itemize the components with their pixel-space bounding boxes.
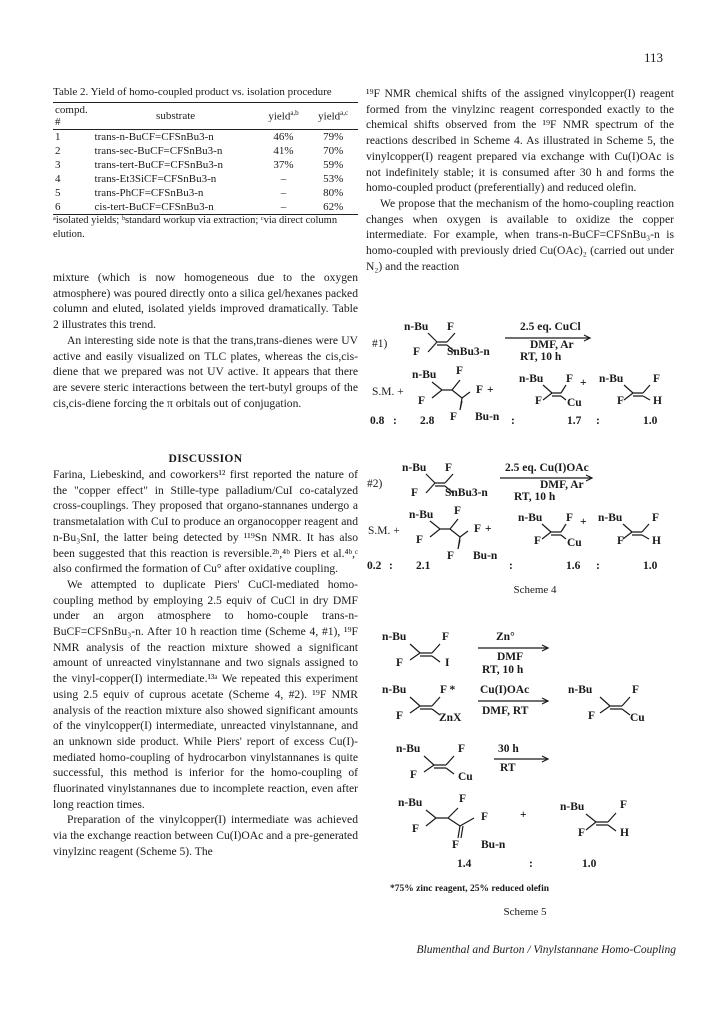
ratio-sep: :: [596, 560, 600, 572]
yield-cell: –: [280, 187, 287, 199]
ratio-value: 1.6: [566, 560, 581, 572]
substituent-label: Cu: [630, 712, 645, 724]
scheme4-reaction1: [370, 321, 662, 427]
diene-bonds: [432, 380, 470, 410]
substituent-label: n-Bu: [382, 631, 407, 643]
ratio-value: 1.4: [457, 858, 472, 870]
substituent-label: F *: [440, 684, 456, 696]
substituent-label: n-Bu: [412, 369, 437, 381]
substituent-label: F: [617, 395, 625, 407]
substituent-label: F: [410, 769, 418, 781]
substrate-cell: trans-n-BuCF=CFSnBu3-n: [94, 131, 214, 143]
table-footnote: ᵃisolated yields; ᵇstandard workup via extraction; ᶜvia direct column elution.: [53, 215, 338, 240]
header-substrate: substrate: [93, 103, 259, 130]
reagent-label: Zn°: [496, 631, 515, 643]
substituent-label: F: [535, 395, 543, 407]
substituent-label: F: [458, 743, 466, 755]
alkene-bond: [586, 813, 616, 831]
substituent-label: n-Bu: [560, 801, 585, 813]
starting-material-label: S.M. +: [372, 386, 404, 398]
compd-number: 3: [55, 159, 61, 171]
substituent-label: n-Bu: [382, 684, 407, 696]
substituent-label: Cu: [458, 771, 473, 783]
reagent-label: DMF, Ar: [540, 479, 584, 491]
substituent-label: F: [578, 827, 586, 839]
substituent-label: F: [653, 373, 661, 385]
paragraph: Farina, Liebeskind, and coworkers¹² first reported the nature of the "copper effect" in Stille-type palladium/CuI co-catalyzed cross-couplings. They proposed that organo-stannanes undergo a transmetalation with CuI to produce an organocopper reagent and n-Bu₃SnI, the latter being detected by ¹¹⁹Sn NMR. It has also been suggested that this reaction is reversible.²ᵇ,⁴ᵇ Piers et al.⁴ᵇ,ᶜ also confirmed the formation of Cu° after oxidative coupling.: [53, 468, 358, 576]
plus-sign: +: [580, 377, 587, 389]
scheme5-footnote: *75% zinc reagent, 25% reduced olefin: [390, 884, 550, 894]
substituent-label: n-Bu: [404, 321, 429, 333]
alkene-bond: [426, 474, 453, 493]
substituent-label: F: [413, 346, 421, 358]
reagent-label: DMF, Ar: [530, 339, 574, 351]
substituent-label: F: [396, 710, 404, 722]
substituent-label: F: [566, 373, 574, 385]
substituent-label: Cu: [567, 537, 582, 549]
paragraph: We attempted to duplicate Piers' CuCl-mediated homo-coupling method by employing 2.5 equiv of CuCl in dry DMF under an argon atmosphere to homo-couple trans-n-BuCF=CFSnBu₃-n. After 10 h reaction time (Scheme 4, #1), ¹⁹F NMR analysis of the reaction mixture showed a significant amount of unreacted vinylstannane and two signals assigned to the vinyl-copper(I) intermediate.¹³ᵃ We repeated this experiment using 2.5 equiv of cuprous acetate (Scheme 4, #2). ¹⁹F NMR analysis of the reaction mixture also showed significant amounts of the vinylcopper(I) intermediate, unreacted vinylstannane, and an unknown side product. While Piers' report of excess Cu(I)-mediated homo-coupling of hydrocarbon vinylstannanes is quite successful, this method is inferior for the homo-coupling of fluorinated vinylstannanes due to incomplete reaction, even after long reaction times.: [53, 577, 358, 811]
substituent-label: F: [445, 462, 453, 474]
reagent-label: 2.5 eq. CuCl: [520, 321, 581, 333]
substituent-label: Cu: [567, 397, 582, 409]
substituent-label: F: [476, 384, 484, 396]
yield-cell: 59%: [323, 159, 344, 171]
substituent-label: H: [653, 395, 662, 407]
substituent-label: F: [450, 411, 458, 423]
alkene-bond: [623, 524, 649, 539]
substituent-label: Bu-n: [481, 839, 506, 851]
reagent-label: DMF: [497, 651, 524, 663]
substituent-label: H: [652, 535, 661, 547]
ratio-value: 2.1: [416, 560, 431, 572]
table-caption: Table 2. Yield of homo-coupled product vs. isolation procedure: [53, 86, 332, 98]
ratio-value: 0.2: [367, 560, 382, 572]
paragraph: Preparation of the vinylcopper(I) intermediate was achieved via the exchange reaction between Cu(I)OAc and a pre-generated vinylzinc reagent (Scheme 5). The: [53, 813, 358, 858]
substituent-label: n-Bu: [518, 512, 543, 524]
yield-cell: 41%: [273, 145, 294, 157]
substituent-label: F: [418, 395, 426, 407]
header-yield-2: yield$^{a,c}$: [308, 103, 358, 130]
ratio-value: 2.8: [420, 415, 435, 427]
ratio-sep: :: [389, 560, 393, 572]
paragraph: An interesting side note is that the trans,trans-dienes were UV active and easily visualized on TLC plates, whereas the cis,cis-diene that we prepared was not UV active. It appears that there are severe steric interactions between the tert-butyl groups of the cis,cis-diene forcing the π orbitals out of conjugation.: [53, 333, 358, 410]
substituent-label: F: [652, 512, 660, 524]
substituent-label: n-Bu: [409, 509, 434, 521]
alkene-bond: [543, 385, 566, 400]
substituent-label: I: [445, 657, 450, 669]
reagent-label: DMF, RT: [482, 705, 529, 717]
substituent-label: F: [456, 365, 464, 377]
yield-cell: –: [280, 173, 287, 185]
alkene-bond: [600, 697, 630, 715]
discussion-heading: DISCUSSION: [168, 452, 243, 465]
reagent-label: RT, 10 h: [520, 351, 562, 363]
ratio-value: 1.0: [643, 560, 658, 572]
plus-sign: +: [580, 516, 587, 528]
reaction-tag: #2): [367, 478, 383, 490]
page-number: 113: [644, 50, 664, 65]
compd-number: 4: [55, 173, 61, 185]
substituent-label: Bu-n: [475, 411, 500, 423]
plus-sign: +: [520, 809, 527, 821]
ratio-value: 1.0: [582, 858, 597, 870]
reagent-label: RT, 10 h: [514, 491, 556, 503]
ratio-sep: :: [509, 560, 513, 572]
alkene-bond: [424, 756, 454, 774]
substituent-label: F: [481, 811, 489, 823]
substituent-label: F: [447, 321, 455, 333]
diene-bonds: [430, 519, 468, 549]
substituent-label: F: [416, 534, 424, 546]
yield-cell: –: [259, 200, 309, 215]
substrate-cell: cis-tert-BuCF=CFSnBu3-n: [93, 200, 259, 215]
reagent-label: RT: [500, 762, 516, 774]
ratio-value: 1.7: [567, 415, 582, 427]
yield-cell: 62%: [308, 200, 358, 215]
yield-cell: 80%: [323, 187, 344, 199]
starting-material-label: S.M. +: [368, 525, 400, 537]
yield-cell: 53%: [323, 173, 344, 185]
yield-cell: 70%: [323, 145, 344, 157]
substituent-label: SnBu3-n: [445, 487, 488, 499]
scheme5-label: Scheme 5: [503, 906, 547, 918]
substituent-label: SnBu3-n: [447, 346, 490, 358]
paragraph: We propose that the mechanism of the homo-coupling reaction changes when oxygen is available to oxidize the copper intermediate. For example, when trans-n-BuCF=CFSnBu₃-n is homo-coupled with previously dried Cu(OAc)₂ (carried out under N₂) and the reaction: [366, 196, 674, 273]
substituent-label: F: [411, 487, 419, 499]
reagent-label: RT, 10 h: [482, 664, 524, 676]
substituent-label: n-Bu: [396, 743, 421, 755]
paragraph: ¹⁹F NMR chemical shifts of the assigned vinylcopper(I) reagent formed from the vinylzinc reagent corresponded exactly to the chemical shifts observed from the ¹⁹F NMR spectrum of the reactions described in Scheme 4. As illustrated in Scheme 5, the vinylcopper(I) reagent prepared via exchange with Cu(I)OAc is not indefinitely stable; it is consumed after 30 h and forms the homo-coupled product (preferentially) and reduced olefin.: [366, 87, 674, 195]
yield-cell: 79%: [323, 131, 344, 143]
substituent-label: F: [566, 512, 574, 524]
alkene-bond: [542, 524, 566, 539]
reagent-label: 2.5 eq. Cu(I)OAc: [505, 462, 589, 474]
ratio-sep: :: [529, 858, 533, 870]
substituent-label: F: [632, 684, 640, 696]
substituent-label: n-Bu: [599, 373, 624, 385]
paragraph: mixture (which is now homogeneous due to the oxygen atmosphere) was poured directly onto a silica gel/hexanes packed column and eluted, isolated yields improved dramatically. Table 2 illustrates this trend.: [53, 271, 358, 332]
substrate-cell: trans-tert-BuCF=CFSnBu3-n: [94, 159, 223, 171]
substituent-label: H: [620, 827, 629, 839]
ratio-sep: :: [596, 415, 600, 427]
substituent-label: F: [620, 799, 628, 811]
substituent-label: F: [442, 631, 450, 643]
reagent-label: Cu(I)OAc: [480, 684, 530, 696]
substituent-label: F: [474, 523, 482, 535]
yield-cell: 37%: [273, 159, 294, 171]
compd-number: 2: [55, 145, 61, 157]
substituent-label: n-Bu: [402, 462, 427, 474]
substrate-cell: trans-Et3SiCF=CFSnBu3-n: [94, 173, 217, 185]
ratio-sep: :: [393, 415, 397, 427]
diene-bonds: [426, 808, 474, 838]
scheme4-reaction2: [367, 462, 661, 572]
running-footer: Blumenthal and Burton / Vinylstannane Homo-Coupling: [416, 944, 676, 956]
substituent-label: F: [588, 710, 596, 722]
yield-cell: 46%: [273, 131, 294, 143]
substituent-label: F: [447, 550, 455, 562]
substituent-label: n-Bu: [598, 512, 623, 524]
alkene-bond: [624, 385, 650, 400]
ratio-value: 0.8: [370, 415, 385, 427]
alkene-bond: [410, 697, 440, 715]
substituent-label: n-Bu: [568, 684, 593, 696]
substrate-cell: trans-PhCF=CFSnBu3-n: [94, 187, 204, 199]
scheme4-label: Scheme 4: [513, 584, 557, 596]
ratio-sep: :: [511, 415, 515, 427]
substrate-cell: trans-sec-BuCF=CFSnBu3-n: [94, 145, 223, 157]
substituent-label: F: [617, 535, 625, 547]
substituent-label: ZnX: [439, 712, 462, 724]
substituent-label: n-Bu: [398, 797, 423, 809]
plus-sign: +: [487, 384, 494, 396]
substituent-label: F: [459, 793, 467, 805]
header-yield-1: yield$^{a,b}$: [259, 103, 309, 130]
reagent-label: 30 h: [498, 743, 519, 755]
substituent-label: F: [452, 839, 460, 851]
substituent-label: F: [412, 823, 420, 835]
ratio-value: 1.0: [643, 415, 658, 427]
substituent-label: F: [454, 505, 462, 517]
substituent-label: F: [534, 535, 542, 547]
compd-number: 1: [55, 131, 61, 143]
header-compd: compd. #: [53, 103, 93, 130]
compd-number: 5: [55, 187, 61, 199]
compd-number: 6: [53, 200, 93, 215]
alkene-bond: [410, 644, 440, 662]
plus-sign: +: [485, 523, 492, 535]
substituent-label: F: [396, 657, 404, 669]
reaction-tag: #1): [372, 338, 388, 350]
alkene-bond: [428, 333, 455, 352]
scheme5: [382, 631, 645, 870]
substituent-label: n-Bu: [519, 373, 544, 385]
substituent-label: Bu-n: [473, 550, 498, 562]
